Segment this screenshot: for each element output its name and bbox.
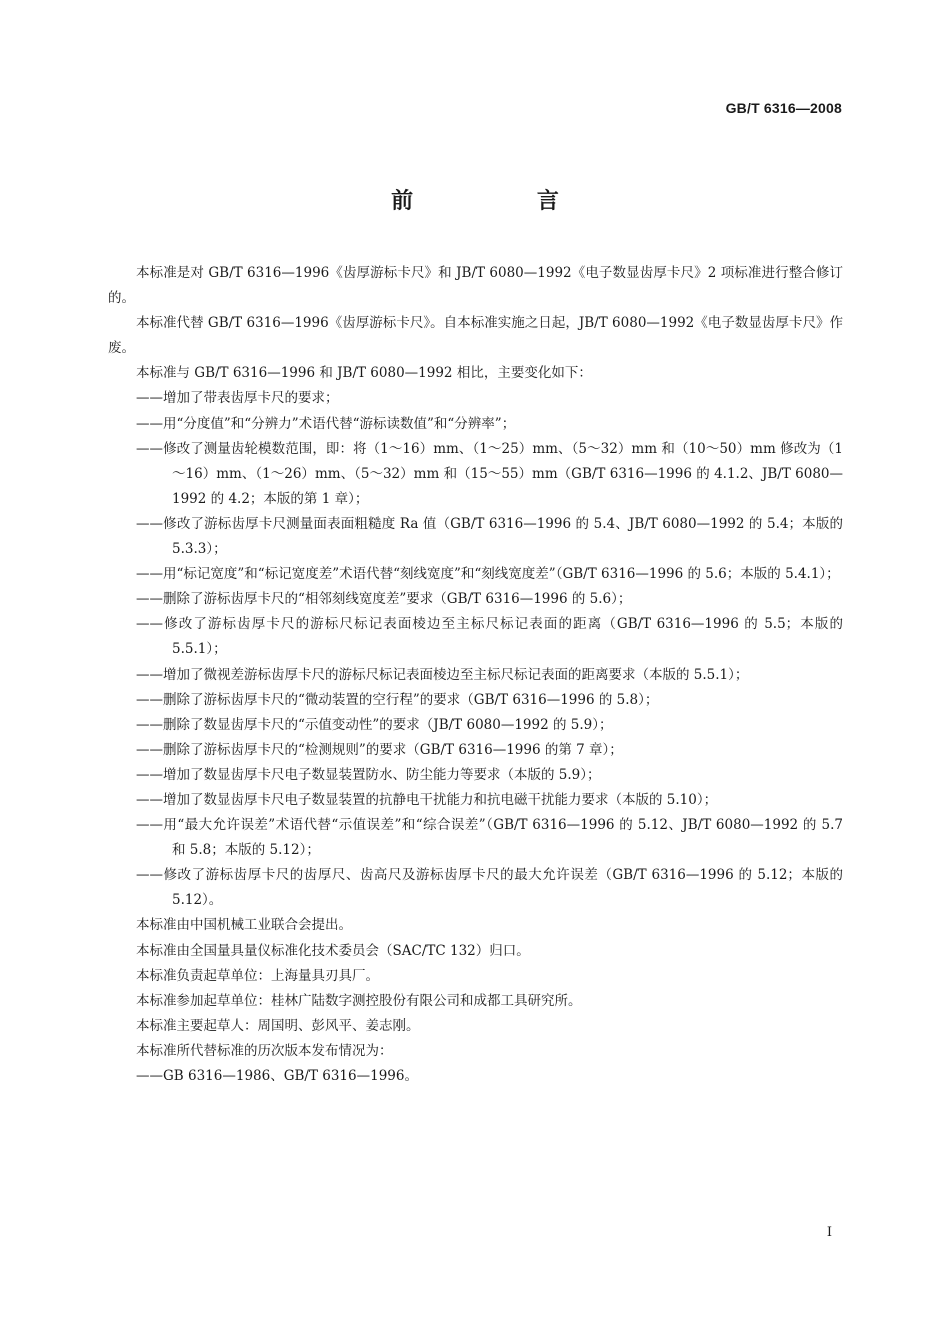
change-item: ——删除了游标齿厚卡尺的“检测规则”的要求（GB/T 6316—1996 的第 7 章）； [136,741,623,758]
paragraph: 本标准代替 GB/T 6316—1996《齿厚游标卡尺》。自本标准实施之日起，JB/T 6080—1992《电子数显齿厚卡尺》作废。 [108,315,843,357]
page-title: 前 言 [391,189,617,214]
change-item: ——删除了数显齿厚卡尺的“示值变动性”的要求（JB/T 6080—1992 的 5.9）； [136,716,613,733]
change-item: ——修改了游标齿厚卡尺的游标尺标记表面棱边至主标尺标记表面的距离（GB/T 6316—1996 的 5.5；本版的 5.5.1）； [136,616,843,658]
change-item: ——增加了数显齿厚卡尺电子数显装置的抗静电干扰能力和抗电磁干扰能力要求（本版的 5.10）； [136,791,718,808]
foreword-body [108,261,843,1089]
change-item: ——删除了游标齿厚卡尺的“相邻刻线宽度差”要求（GB/T 6316—1996 的 5.6）； [136,591,632,608]
paragraph: 本标准是对 GB/T 6316—1996《齿厚游标卡尺》和 JB/T 6080—1992《电子数显齿厚卡尺》2 项标准进行整合修订的。 [108,265,843,307]
paragraph: 本标准由中国机械工业联合会提出。 [136,917,352,934]
change-item: ——修改了测量齿轮模数范围，即：将（1～16）mm、（1～25）mm、（5～32）mm 和（10～50）mm 修改为（1～16）mm、（1～26）mm、（5～32）mm 和（15～55）mm（GB/T 6316—1996 的 4.1.2、JB/T 6080—1992 的 4.2；本版的第 1 章）； [136,440,843,507]
change-item: ——修改了游标齿厚卡尺的齿厚尺、齿高尺及游标齿厚卡尺的最大允许误差（GB/T 6316—1996 的 5.12；本版的 5.12）。 [136,867,843,909]
change-item: ——删除了游标齿厚卡尺的“微动装置的空行程”的要求（GB/T 6316—1996 的 5.8）； [136,691,659,708]
paragraph: 本标准与 GB/T 6316—1996 和 JB/T 6080—1992 相比，主要变化如下： [136,365,592,382]
page-number: I [826,1225,832,1240]
paragraph: 本标准由全国量具量仪标准化技术委员会（SAC/TC 132）归口。 [136,942,530,959]
standard-code: GB/T 6316—2008 [725,100,842,116]
paragraph: 本标准所代替标准的历次版本发布情况为： [136,1042,393,1059]
change-item: ——增加了微视差游标齿厚卡尺的游标尺标记表面棱边至主标尺标记表面的距离要求（本版的 5.5.1）； [136,666,749,683]
change-item: ——增加了数显齿厚卡尺电子数显装置防水、防尘能力等要求（本版的 5.9）； [136,766,601,783]
paragraph: 本标准负责起草单位：上海量具刃具厂。 [136,967,379,984]
paragraph: 本标准参加起草单位：桂林广陆数字测控股份有限公司和成都工具研究所。 [136,992,582,1009]
change-item: ——用“最大允许误差”术语代替“示值误差”和“综合误差”（GB/T 6316—1996 的 5.12、JB/T 6080—1992 的 5.7 和 5.8；本版的 5.12）； [136,817,843,859]
paragraph: 本标准主要起草人：周国明、彭风平、姜志刚。 [136,1017,420,1034]
change-item: ——用“标记宽度”和“标记宽度差”术语代替“刻线宽度”和“刻线宽度差”（GB/T 6316—1996 的 5.6；本版的 5.4.1）； [136,566,840,583]
change-item: ——修改了游标齿厚卡尺测量面表面粗糙度 Ra 值（GB/T 6316—1996 的 5.4、JB/T 6080—1992 的 5.4；本版的 5.3.3）； [136,515,843,558]
change-item: ——用“分度值”和“分辨力”术语代替“游标读数值”和“分辨率”； [136,415,516,432]
change-item: ——GB 6316—1986、GB/T 6316—1996。 [136,1068,418,1084]
change-item: ——增加了带表齿厚卡尺的要求； [136,390,339,407]
